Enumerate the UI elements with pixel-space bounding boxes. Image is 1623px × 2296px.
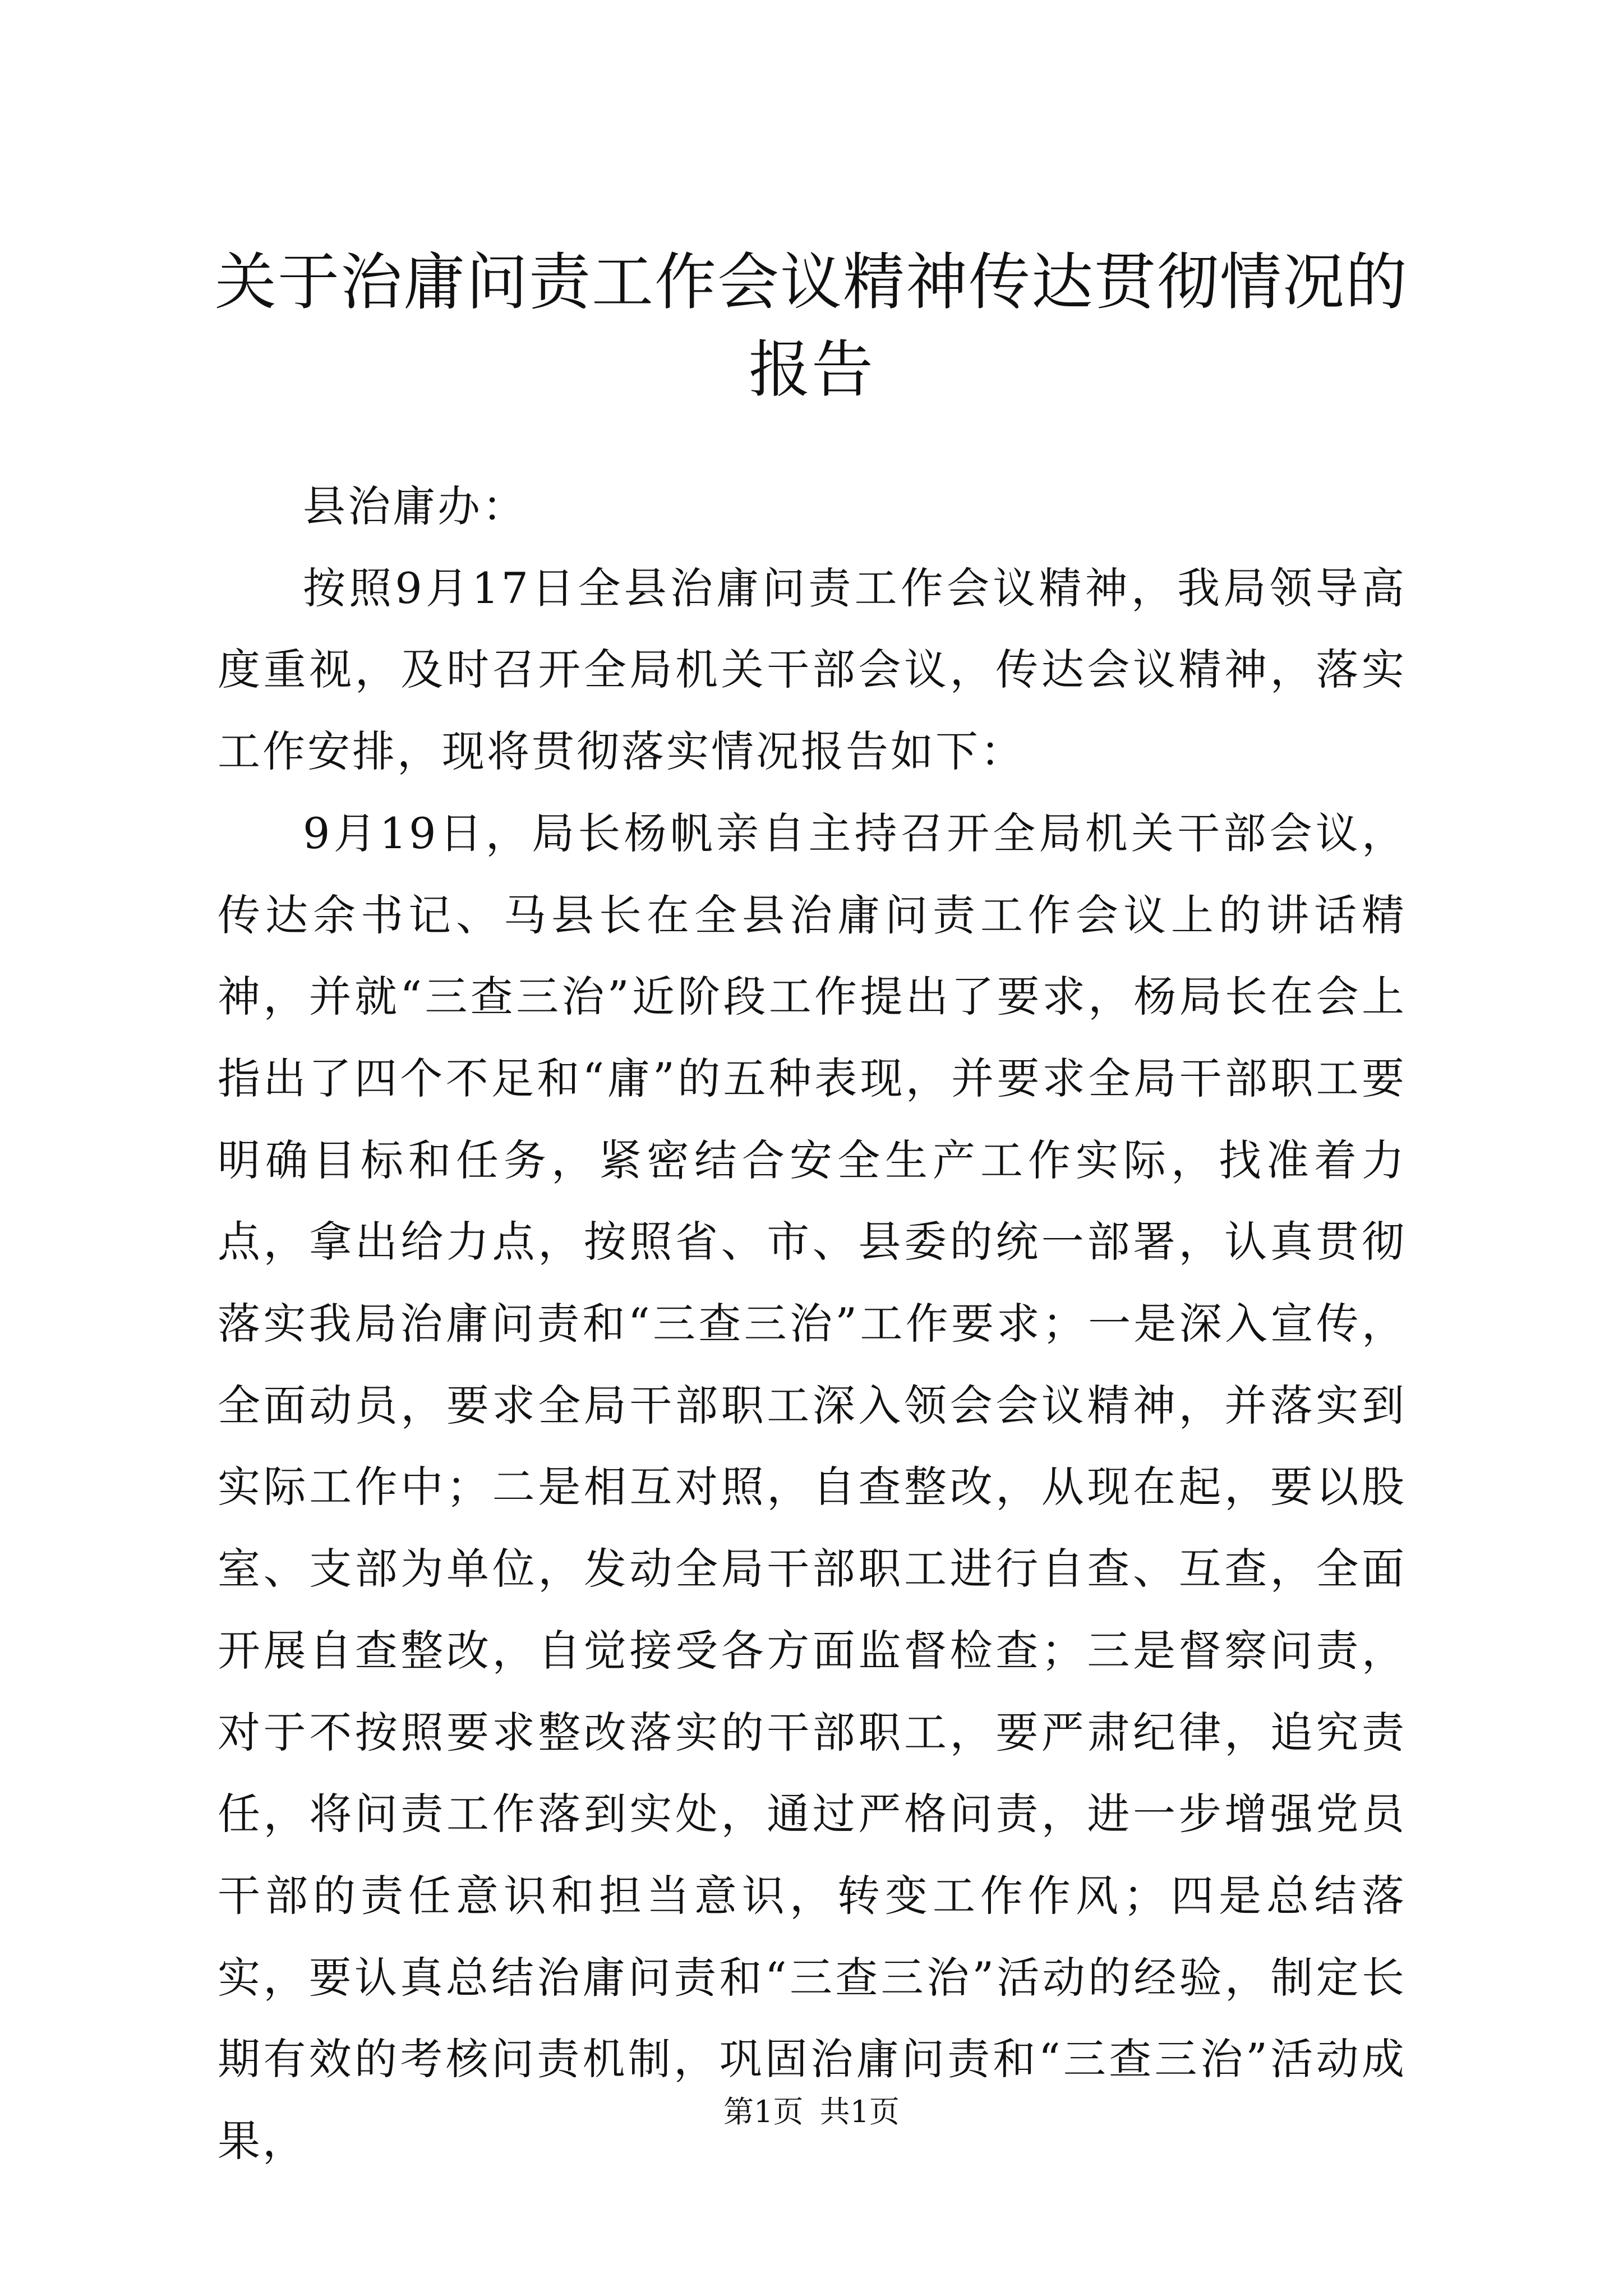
page-total: 共1页	[819, 2094, 900, 2129]
document-title: 关于治庸问责工作会议精神传达贯彻情况的报告	[215, 246, 1408, 406]
page-footer	[0, 2092, 1623, 2132]
paragraph-intro: 按照9月17日全县治庸问责工作会议精神，我局领导高度重视，及时召开全局机关干部会议，传达会议精神，落实工作安排，现将贯彻落实情况报告如下：	[218, 563, 1407, 777]
salutation: 县治庸办：	[303, 481, 527, 531]
document-body	[218, 466, 1407, 2182]
page-number: 第1页	[723, 2094, 804, 2129]
paragraph-meeting: 9月19日，局长杨帆亲自主持召开全局机关干部会议，传达余书记、马县长在全县治庸问责工作会议上的讲话精神，并就“三查三治”近阶段工作提出了要求，杨局长在会上指出了四个不足和“庸”的五种表现，并要求全局干部职工要明确目标和任务，紧密结合安全生产工作实际，找准着力点，拿出给力点，按照省、市、县委的统一部署，认真贯彻落实我局治庸问责和“三查三治”工作要求；一是深入宣传，全面动员，要求全局干部职工深入领会会议精神，并落实到实际工作中；二是相互对照，自查整改，从现在起，要以股室、支部为单位，发动全局干部职工进行自查、互查，全面开展自查整改，自觉接受各方面监督检查；三是督察问责，对于不按照要求整改落实的干部职工，要严肃纪律，追究责任，将问责工作落到实处，通过严格问责，进一步增强党员干部的责任意识和担当意识，转变工作作风；四是总结落实，要认真总结治庸问责和“三查三治”活动的经验，制定长期有效的考核问责机制，巩固治庸问责和“三查三治”活动成果，	[218, 808, 1407, 2166]
